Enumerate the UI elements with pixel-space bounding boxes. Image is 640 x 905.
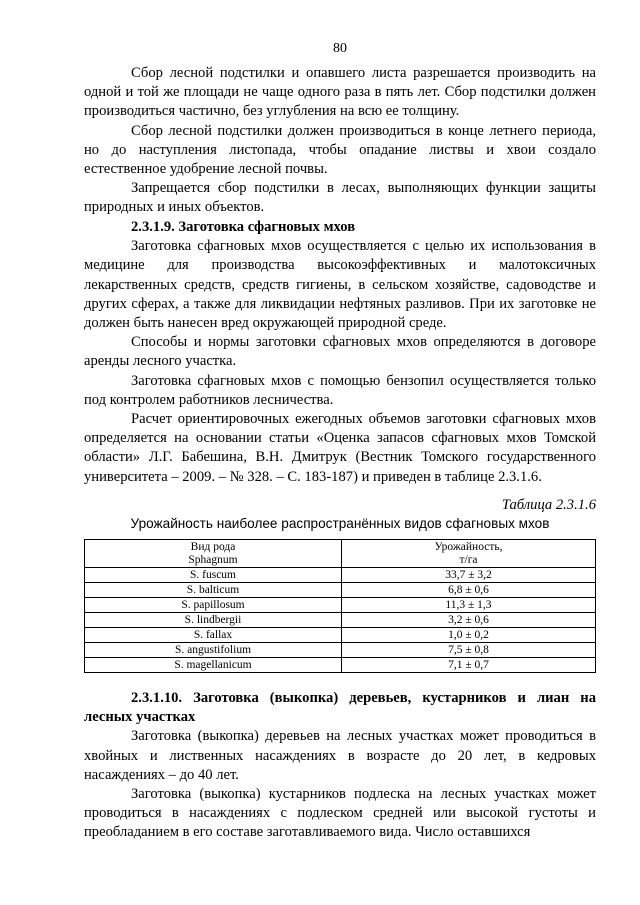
species-cell: S. fallax [85, 628, 342, 643]
paragraph: Заготовка (выкопка) деревьев на лесных участках может проводиться в хвойных и лиственных насаждениях в возрасте до 20 лет, в кедровых насаждениях – до 40 лет. [84, 728, 596, 783]
section-trees [84, 689, 596, 843]
table-number: Таблица 2.3.1.6 [501, 497, 596, 513]
yield-cell: 6,8 ± 0,6 [342, 583, 596, 598]
table-row [85, 628, 596, 643]
yield-cell: 11,3 ± 1,3 [342, 598, 596, 613]
paragraph: Заготовка сфагновых мхов с помощью бензопил осуществляется только под контролем работников лесничества. [84, 372, 596, 408]
section-heading: 2.3.1.10. Заготовка (выкопка) деревьев, кустарников и лиан на лесных участках [84, 690, 596, 726]
table-row [85, 583, 596, 598]
species-cell: S. lindbergii [85, 613, 342, 628]
paragraph: Расчет ориентировочных ежегодных объемов заготовки сфагновых мхов определяется на основании статьи «Оценка запасов сфагновых мхов Томской области» Л.Г. Бабешина, В.Н. Дмитрук (Вестник Томского государственного университета – 2009. – № 328. – С. 183-187) и приведен в таблице 2.3.1.6. [84, 411, 596, 485]
paragraph: Заготовка сфагновых мхов осуществляется с целью их использования в медицине для производства высокоэффективных и малотоксичных лекарственных средств, средств гигиены, в сельском хозяйстве, садоводстве и других сферах, а также для ликвидации нефтяных разливов. При их заготовке не должен быть нанесен вред окружающей природной среде. [84, 238, 596, 332]
yield-cell: 1,0 ± 0,2 [342, 628, 596, 643]
page-number: 80 [333, 41, 347, 56]
species-cell: S. papillosum [85, 598, 342, 613]
yield-cell: 33,7 ± 3,2 [342, 568, 596, 583]
table-row [85, 643, 596, 658]
species-cell: S. magellanicum [85, 658, 342, 673]
paragraph: Сбор лесной подстилки и опавшего листа разрешается производить на одной и той же площади не чаще одного раза в пять лет. Сбор подстилки должен производиться частично, без углубления на всю ее толщину. [84, 65, 596, 120]
table-header-row [85, 540, 596, 568]
section-sphagnum [84, 218, 596, 487]
species-cell: S. angustifolium [85, 643, 342, 658]
paragraph: Способы и нормы заготовки сфагновых мхов определяются в договоре аренды лесного участка. [84, 334, 596, 370]
intro-text [84, 64, 596, 218]
table-row [85, 598, 596, 613]
paragraph: Заготовка (выкопка) кустарников подлеска на лесных участках может проводиться в насаждениях с подлеском средней или высокой густоты и преобладанием в его составе заготавливаемого вида. Число оставшихся [84, 786, 596, 841]
paragraph: Запрещается сбор подстилки в лесах, выполняющих функции защиты природных и иных объектов. [84, 180, 596, 216]
column-header-species: Вид рода Sphagnum [85, 540, 342, 568]
table-row [85, 568, 596, 583]
table-row [85, 658, 596, 673]
section-heading: 2.3.1.9. Заготовка сфагновых мхов [131, 219, 356, 235]
paragraph: Сбор лесной подстилки должен производиться в конце летнего периода, но до наступления листопада, чтобы опадание листвы и хвои создало естественное удобрение лесной почвы. [84, 122, 596, 178]
table-title: Урожайность наиболее распространённых видов сфагновых мхов [130, 516, 550, 531]
yield-cell: 3,2 ± 0,6 [342, 613, 596, 628]
yield-cell: 7,5 ± 0,8 [342, 643, 596, 658]
yield-table [84, 539, 596, 673]
table-row [85, 613, 596, 628]
species-cell: S. balticum [85, 583, 342, 598]
column-header-yield: Урожайность, т/га [342, 540, 596, 568]
yield-cell: 7,1 ± 0,7 [342, 658, 596, 673]
species-cell: S. fuscum [85, 568, 342, 583]
